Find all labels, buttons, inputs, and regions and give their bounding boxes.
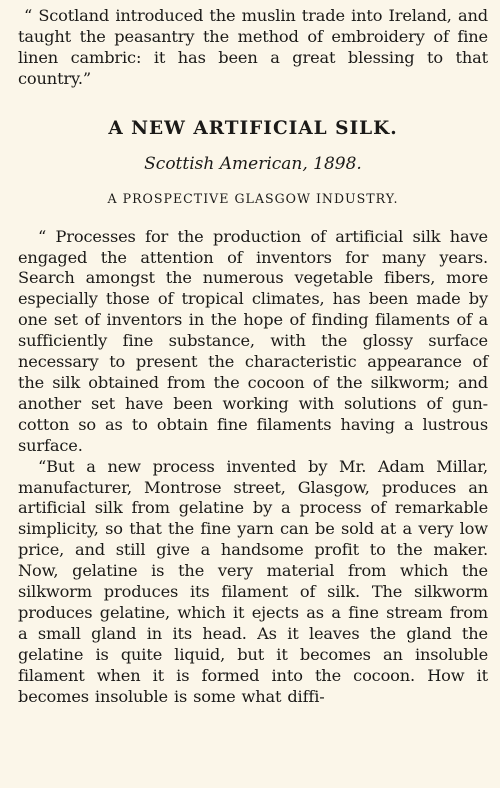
section-title: A NEW ARTIFICIAL SILK.: [108, 117, 398, 139]
section-subtitle: A PROSPECTIVE GLASGOW INDUSTRY.: [107, 190, 399, 206]
body-paragraph-2: “But a new process invented by Mr. Adam Millar, manufacturer, Montrose street, Glasgow, produces an artificial silk from gelatine by a process of remarkable simplicity, so that the fine yarn can be sold at a very low price, and still give a handsome profit to the maker. Now, gelatine is the very material from which the silkworm produces its filament of silk. The silkworm produces gelatine, which it ejects as a fine stream from a small gland in its head. As it leaves the gland the gelatine is quite liquid, but it becomes an insoluble filament when it is formed into the cocoon. How it becomes insoluble is some what diffi-: [18, 456, 488, 706]
body-paragraph-1: “ Processes for the production of artificial silk have engaged the attention of inventors for many years. Search amongst the numerous vegetable fibers, more especially those of tropical climates, has been made by one set of inventors in the hope of finding filaments of a sufficiently fine substance, with the glossy surface necessary to present the characteristic appearance of the silk obtained from the cocoon of the silkworm; and another set have been working with solutions of gun-cotton so as to obtain fine filaments having a lustrous surface.: [18, 226, 488, 455]
source-citation: Scottish American, 1898.: [144, 153, 362, 174]
intro-quote-paragraph: “ Scotland introduced the muslin trade into Ireland, and taught the peasantry the method of embroidery of fine linen cambric: it has been a great blessing to that country.”: [18, 6, 488, 88]
